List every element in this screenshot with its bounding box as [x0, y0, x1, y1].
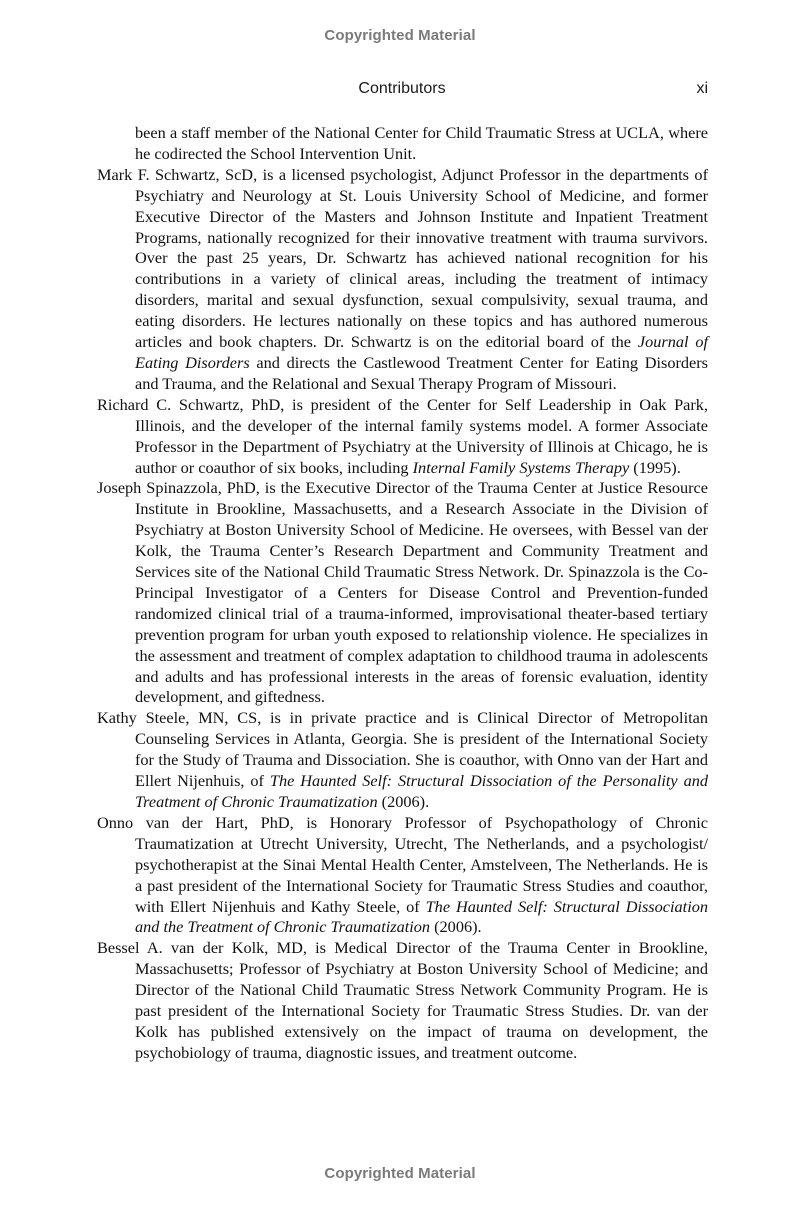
page-number: xi [696, 80, 708, 97]
entry-text: been a staff member of the National Center for Child Traumatic Stress at UCLA, where he codirected the School Intervention Unit. [135, 123, 708, 163]
running-title: Contributors [358, 80, 446, 97]
copyright-watermark-top: Copyrighted Material [324, 27, 476, 44]
contributor-entry-joseph-spinazzola [97, 478, 708, 708]
running-header [96, 78, 708, 100]
copyright-watermark-bottom: Copyrighted Material [324, 1165, 476, 1182]
entry-text: Richard C. Schwartz, PhD, is president of the Center for Self Leadership in Oak Park, Illinois, and the developer of the internal family systems model. A former Associate Professor in the Department of Psychiatry at the University of Illinois at Chicago, he is author or coauthor of six books, including [97, 394, 708, 477]
contributor-entry-continued [97, 123, 708, 165]
book-title: Internal Family Systems Therapy [412, 457, 630, 477]
entry-text: and directs the Castlewood Treatment Center for Eating Disorders and Trauma, and the Relational and Sexual Therapy Program of Missouri. [135, 352, 709, 393]
entry-text: Bessel A. van der Kolk, MD, is Medical Director of the Trauma Center in Brookline, Massachusetts; Professor of Psychiatry at Boston University School of Medicine; and Director of the National Child Traumatic Stress Network Community Program. He is past president of the International Society for Traumatic Stress Studies. Dr. van der Kolk has published extensively on the impact of trauma on development, the psychobiology of trauma, diagnostic issues, and treatment outcome. [97, 938, 708, 1062]
contributor-entry-richard-schwartz [97, 395, 708, 479]
entry-text: (2006). [377, 792, 430, 811]
entry-text: Mark F. Schwartz, ScD, is a licensed psychologist, Adjunct Professor in the departments of Psychiatry and Neurology at St. Louis University School of Medicine, and former Executive Director of the Masters and Johnson Institute and Inpatient Treatment Programs, nationally recognized for their innovative treatment with trauma survivors. Over the past 25 years, Dr. Schwartz has achieved national recognition for his contributions in a variety of clinical areas, including the treatment of intimacy disorders, marital and sexual dysfunction, sexual compulsivity, sexual trauma, and eating disorders. He lectures nationally on these topics and has authored numerous articles and book chapters. Dr. Schwartz is on the editorial board of the [97, 164, 708, 352]
entry-text: Onno van der Hart, PhD, is Honorary Professor of Psychopathology of Chronic Traumatization at Utrecht University, Utrecht, The Netherlands, and a psychologist/ psychotherapist at the Sinai Mental Health Center, Amstelveen, The Netherlands. He is a past president of the International Society for Traumatic Stress Studies and coauthor, with Ellert Nijenhuis and Kathy Steele, of [97, 812, 708, 916]
contributor-entry-onno-van-der-hart [97, 813, 708, 938]
contributor-entry-kathy-steele [97, 708, 708, 813]
book-title: The Haunted Self: Structural Dissociation of the Personality and Treatment of Chronic Traumatization [135, 771, 708, 811]
book-title: The Haunted Self: Structural Dissociation and the Treatment of Chronic Traumatization [135, 896, 709, 937]
contributors-list [97, 123, 708, 1064]
entry-text: Kathy Steele, MN, CS, is in private practice and is Clinical Director of Metropolitan Counseling Services in Atlanta, Georgia. She is president of the International Society for the Study of Trauma and Dissociation. She is coauthor, with Onno van der Hart and Ellert Nijenhuis, of [97, 708, 708, 791]
entry-text: Joseph Spinazzola, PhD, is the Executive Director of the Trauma Center at Justice Resource Institute in Brookline, Massachusetts, and a Research Associate in the Division of Psychiatry at Boston University School of Medicine. He oversees, with Bessel van der Kolk, the Trauma Center’s Research Department and Community Treatment and Services site of the National Child Traumatic Stress Network. Dr. Spinazzola is the Co-Principal Investigator of a Centers for Disease Control and Prevention-funded randomized clinical trial of a trauma-informed, improvisational theater-based tertiary prevention program for urban youth exposed to relationship violence. He specializes in the assessment and treatment of complex adaptation to childhood trauma in adolescents and adults and has professional interests in the areas of forensic evaluation, identity development, and giftedness. [97, 478, 708, 707]
entry-text: (1995). [629, 457, 681, 477]
contributor-entry-mark-schwartz [97, 165, 708, 395]
book-title: Journal of Eating Disorders [135, 332, 708, 372]
contributor-entry-bessel-van-der-kolk [97, 938, 708, 1063]
entry-text: (2006). [430, 917, 482, 937]
